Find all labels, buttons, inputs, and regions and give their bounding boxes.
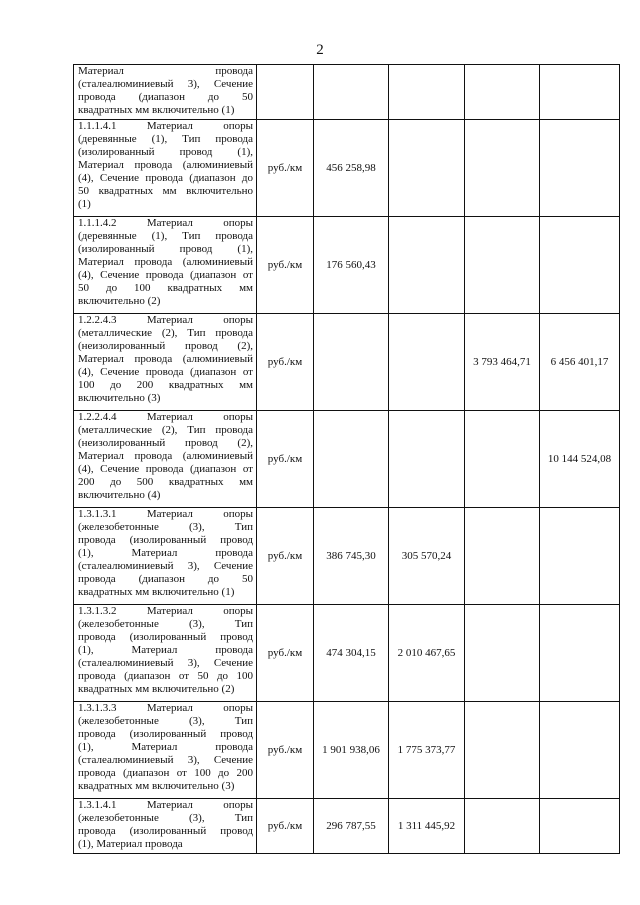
table-row xyxy=(74,605,620,702)
value-cell-1: 176 560,43 xyxy=(314,217,389,314)
description-line: (1), Материал провода xyxy=(78,547,253,559)
description-line: квадратных мм включительно (1) xyxy=(78,104,235,116)
description-line: 1.1.1.4.1 Материал опоры xyxy=(78,120,253,132)
value-cell-1 xyxy=(314,65,389,120)
value-cell-1: 386 745,30 xyxy=(314,508,389,605)
description-line: Материал провода (алюминиевый xyxy=(78,450,253,462)
value-cell-2: 1 775 373,77 xyxy=(389,702,465,799)
value-cell-3 xyxy=(465,605,540,702)
description-line: (сталеалюминиевый 3), Сечение xyxy=(78,78,253,90)
unit-cell xyxy=(257,65,314,120)
description-line: провода (изолированный провод xyxy=(78,534,253,546)
value-cell-3 xyxy=(465,120,540,217)
value-cell-2: 2 010 467,65 xyxy=(389,605,465,702)
description-line: провода (изолированный провод xyxy=(78,631,253,643)
description-line: Материал провода (алюминиевый xyxy=(78,159,253,171)
description-line: 1.3.1.3.1 Материал опоры xyxy=(78,508,253,520)
value-cell-4 xyxy=(540,605,620,702)
description-line: (4), Сечение провода (диапазон до xyxy=(78,172,253,184)
table-row xyxy=(74,411,620,508)
value-cell-4 xyxy=(540,217,620,314)
table-row xyxy=(74,508,620,605)
unit-cell: руб./км xyxy=(257,411,314,508)
description-line: квадратных мм включительно (1) xyxy=(78,586,235,598)
description-line: (1), Материал провода xyxy=(78,838,183,850)
description-line: (железобетонные (3), Тип xyxy=(78,618,253,630)
description-line: 200 до 500 квадратных мм xyxy=(78,476,253,488)
description-line: 1.1.1.4.2 Материал опоры xyxy=(78,217,253,229)
value-cell-2 xyxy=(389,314,465,411)
value-cell-1: 1 901 938,06 xyxy=(314,702,389,799)
description-line: (сталеалюминиевый 3), Сечение xyxy=(78,657,253,669)
description-line: провода (диапазон до 50 xyxy=(78,573,253,585)
description-line: 50 квадратных мм включительно xyxy=(78,185,253,197)
value-cell-2: 1 311 445,92 xyxy=(389,799,465,854)
value-cell-1 xyxy=(314,314,389,411)
description-line: 1.3.1.3.3 Материал опоры xyxy=(78,702,253,714)
description-line: (4), Сечение провода (диапазон от xyxy=(78,366,253,378)
description-line: (железобетонные (3), Тип xyxy=(78,715,253,727)
description-line: (металлические (2), Тип провода xyxy=(78,424,253,436)
value-cell-3 xyxy=(465,411,540,508)
value-cell-2 xyxy=(389,65,465,120)
value-cell-2: 305 570,24 xyxy=(389,508,465,605)
description-line: (сталеалюминиевый 3), Сечение xyxy=(78,754,253,766)
description-line: (4), Сечение провода (диапазон от xyxy=(78,269,253,281)
description-line: (4), Сечение провода (диапазон от xyxy=(78,463,253,475)
description-line: провода (изолированный провод xyxy=(78,728,253,740)
description-line: включительно (4) xyxy=(78,489,161,501)
description-line: провода (диапазон от 50 до 100 xyxy=(78,670,253,682)
description-line: 1.2.2.4.3 Материал опоры xyxy=(78,314,253,326)
table-row xyxy=(74,120,620,217)
description-line: включительно (2) xyxy=(78,295,161,307)
table-row xyxy=(74,65,620,120)
value-cell-3 xyxy=(465,799,540,854)
value-cell-1: 456 258,98 xyxy=(314,120,389,217)
row-description xyxy=(74,508,257,605)
description-line: (металлические (2), Тип провода xyxy=(78,327,253,339)
description-line: Материал провода xyxy=(78,65,253,77)
value-cell-3: 3 793 464,71 xyxy=(465,314,540,411)
value-cell-4 xyxy=(540,65,620,120)
value-cell-3 xyxy=(465,508,540,605)
row-description xyxy=(74,702,257,799)
description-line: (сталеалюминиевый 3), Сечение xyxy=(78,560,253,572)
unit-cell: руб./км xyxy=(257,120,314,217)
description-line: (железобетонные (3), Тип xyxy=(78,521,253,533)
description-line: 50 до 100 квадратных мм xyxy=(78,282,253,294)
value-cell-2 xyxy=(389,411,465,508)
unit-cell: руб./км xyxy=(257,605,314,702)
value-cell-3 xyxy=(465,65,540,120)
description-line: Материал провода (алюминиевый xyxy=(78,353,253,365)
tariff-table xyxy=(73,64,620,854)
value-cell-1: 296 787,55 xyxy=(314,799,389,854)
unit-cell: руб./км xyxy=(257,508,314,605)
description-line: (1), Материал провода xyxy=(78,644,253,656)
page-number: 2 xyxy=(316,42,324,58)
value-cell-1 xyxy=(314,411,389,508)
value-cell-4 xyxy=(540,508,620,605)
row-description xyxy=(74,799,257,854)
description-line: 100 до 200 квадратных мм xyxy=(78,379,253,391)
value-cell-2 xyxy=(389,120,465,217)
table-row xyxy=(74,217,620,314)
value-cell-1: 474 304,15 xyxy=(314,605,389,702)
value-cell-4 xyxy=(540,702,620,799)
row-description xyxy=(74,65,257,120)
row-description xyxy=(74,314,257,411)
description-line: квадратных мм включительно (2) xyxy=(78,683,235,695)
description-line: 1.3.1.4.1 Материал опоры xyxy=(78,799,253,811)
value-cell-4 xyxy=(540,799,620,854)
description-line: (изолированный провод (1), xyxy=(78,146,253,158)
table-row xyxy=(74,314,620,411)
description-line: квадратных мм включительно (3) xyxy=(78,780,235,792)
value-cell-3 xyxy=(465,702,540,799)
description-line: Материал провода (алюминиевый xyxy=(78,256,253,268)
description-line: провода (изолированный провод xyxy=(78,825,253,837)
row-description xyxy=(74,217,257,314)
description-line: (изолированный провод (1), xyxy=(78,243,253,255)
unit-cell: руб./км xyxy=(257,799,314,854)
description-line: (железобетонные (3), Тип xyxy=(78,812,253,824)
description-line: (деревянные (1), Тип провода xyxy=(78,133,253,145)
description-line: провода (диапазон до 50 xyxy=(78,91,253,103)
row-description xyxy=(74,411,257,508)
unit-cell: руб./км xyxy=(257,702,314,799)
table-row xyxy=(74,799,620,854)
description-line: 1.2.2.4.4 Материал опоры xyxy=(78,411,253,423)
value-cell-4: 6 456 401,17 xyxy=(540,314,620,411)
table-row xyxy=(74,702,620,799)
value-cell-3 xyxy=(465,217,540,314)
value-cell-2 xyxy=(389,217,465,314)
value-cell-4 xyxy=(540,120,620,217)
description-line: (неизолированный провод (2), xyxy=(78,437,253,449)
description-line: провода (диапазон от 100 до 200 xyxy=(78,767,253,779)
row-description xyxy=(74,120,257,217)
description-line: 1.3.1.3.2 Материал опоры xyxy=(78,605,253,617)
description-line: (1), Материал провода xyxy=(78,741,253,753)
description-line: включительно (3) xyxy=(78,392,161,404)
description-line: (1) xyxy=(78,198,91,210)
description-line: (деревянные (1), Тип провода xyxy=(78,230,253,242)
unit-cell: руб./км xyxy=(257,314,314,411)
value-cell-4: 10 144 524,08 xyxy=(540,411,620,508)
description-line: (неизолированный провод (2), xyxy=(78,340,253,352)
unit-cell: руб./км xyxy=(257,217,314,314)
row-description xyxy=(74,605,257,702)
